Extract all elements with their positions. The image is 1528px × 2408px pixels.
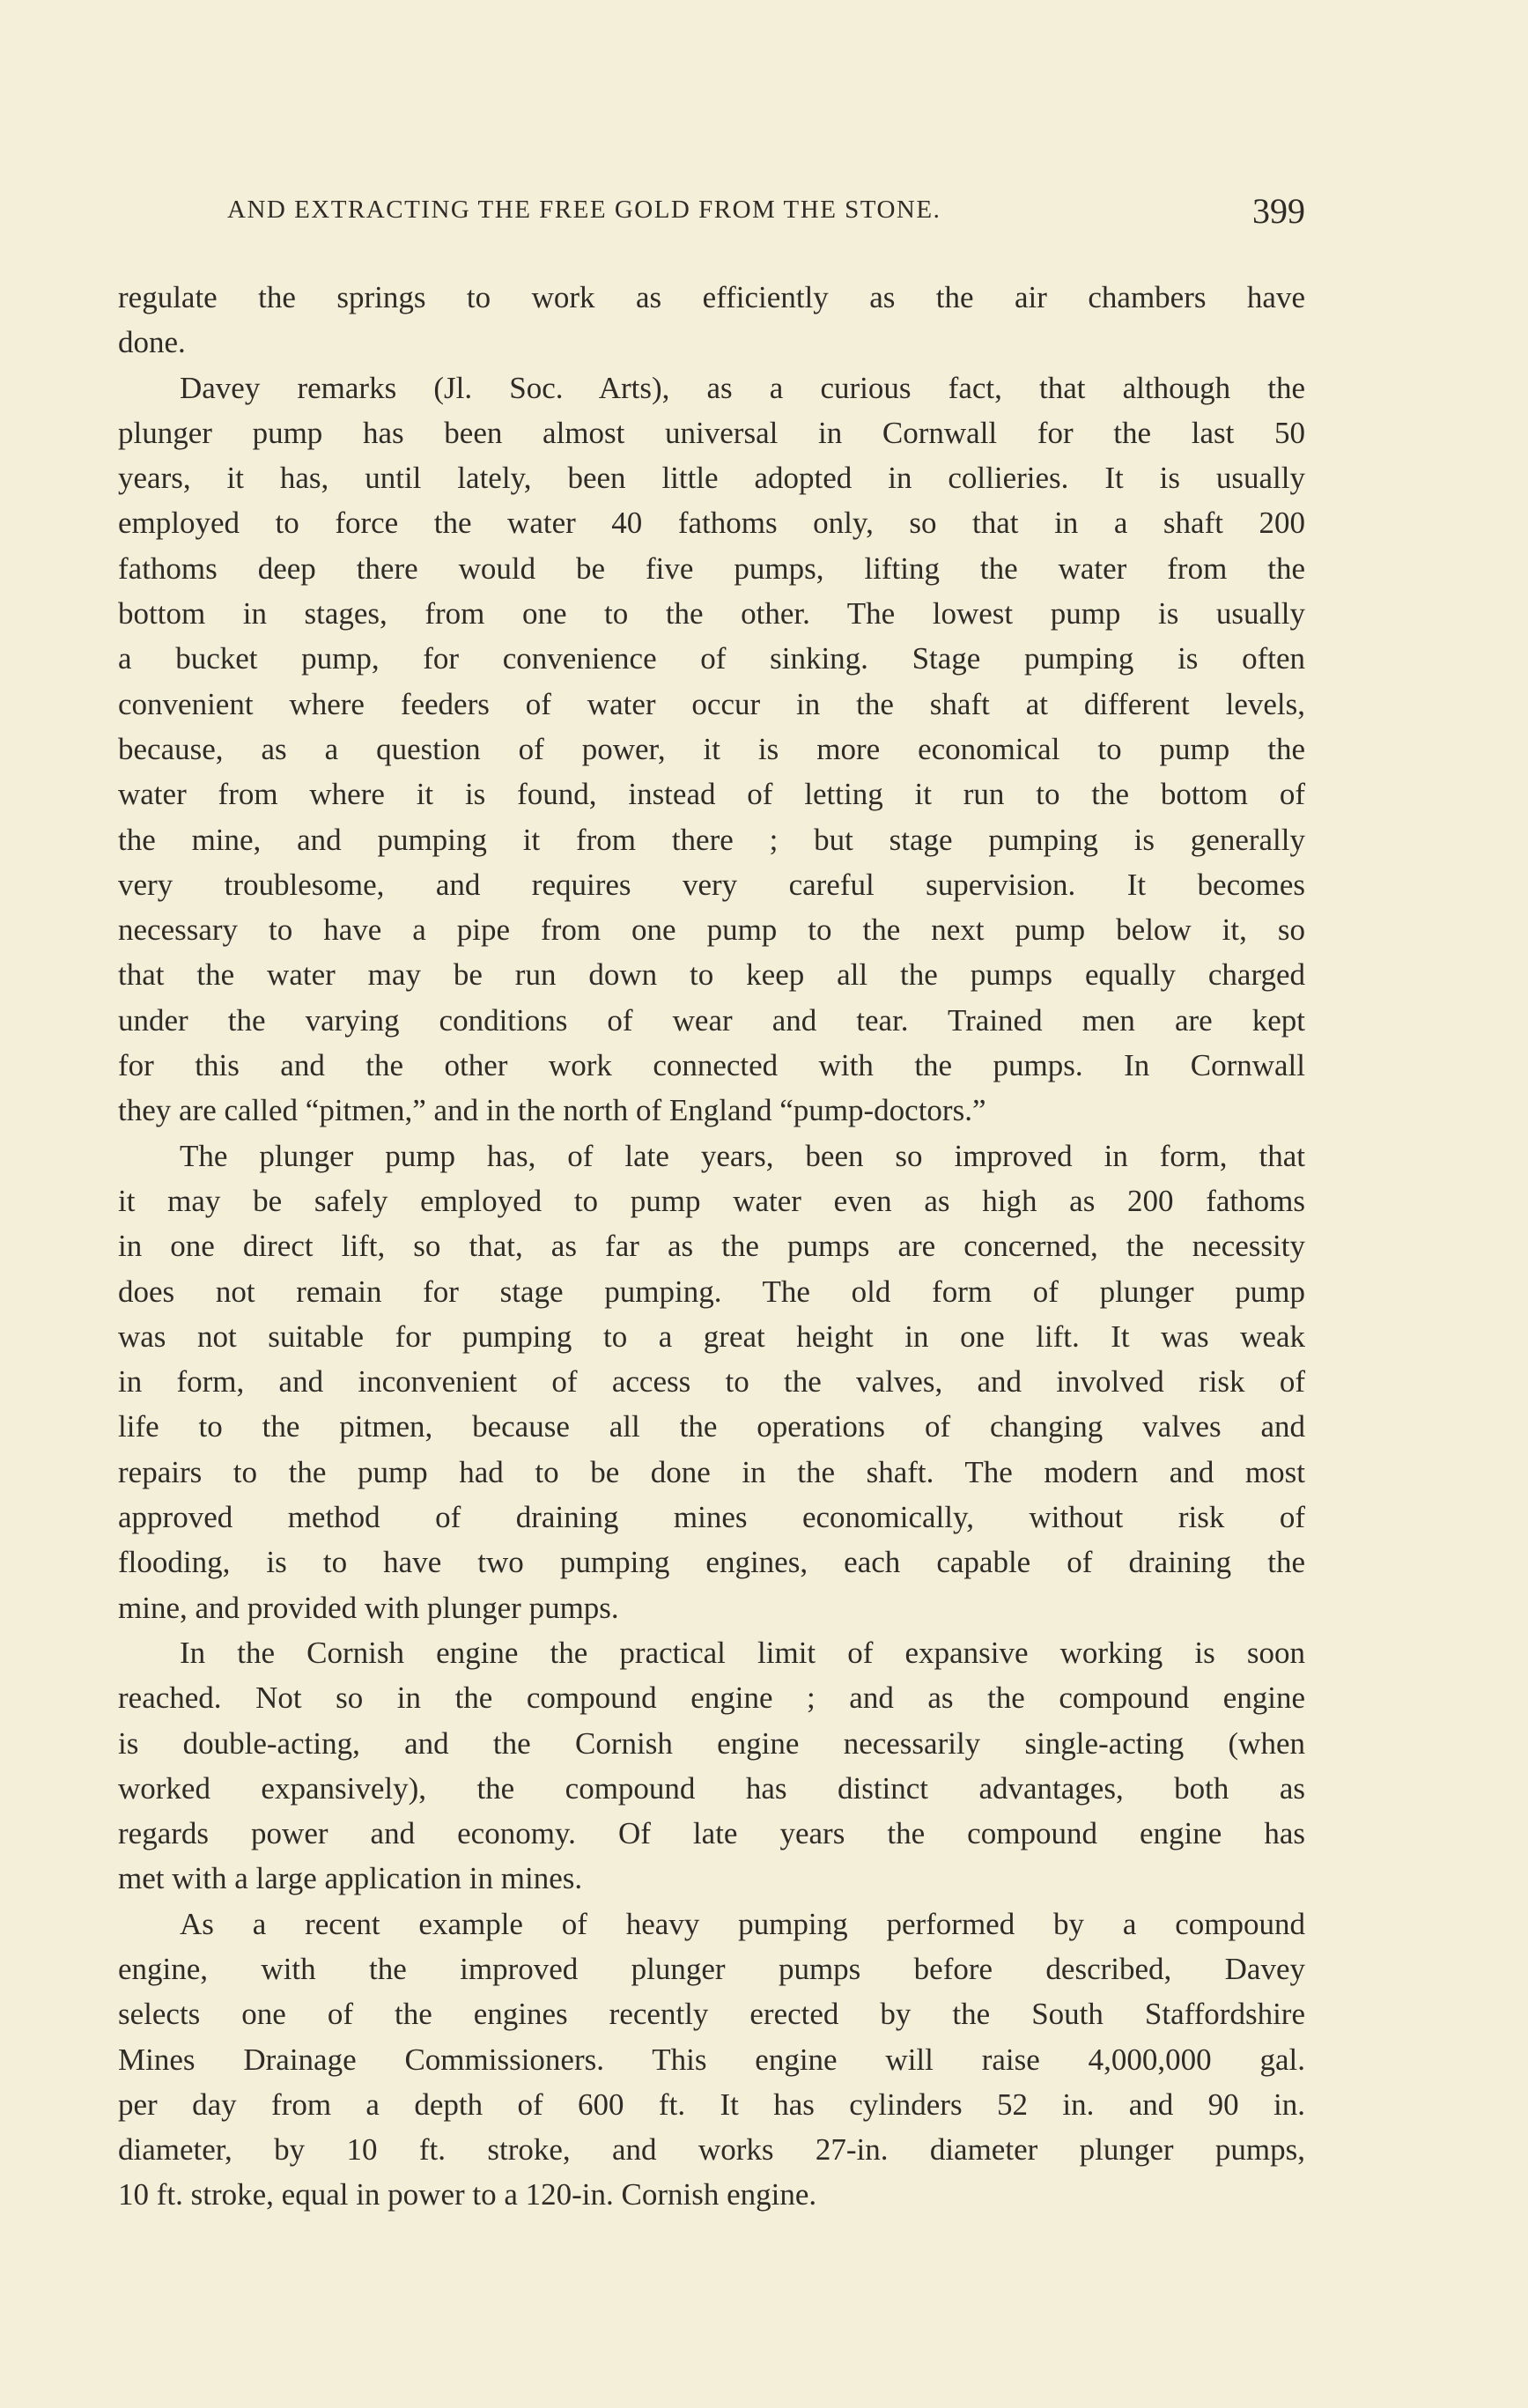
text-line: that the water may be run down to keep all the pumps equally charged (118, 957, 1305, 993)
text-line: repairs to the pump had to be done in the shaft. The modern and most (118, 1454, 1305, 1489)
page-number: 399 (1252, 191, 1305, 231)
text-line: In the Cornish engine the practical limit of expansive working is soon (180, 1635, 1305, 1670)
paragraph (118, 1630, 1305, 1902)
paragraph (118, 275, 1305, 366)
text-line: done. (118, 325, 186, 360)
text-line: is double-acting, and the Cornish engine necessarily single-acting (when (118, 1725, 1305, 1761)
paragraph (118, 1902, 1305, 2218)
text-line: it may be safely employed to pump water even as high as 200 fathoms (118, 1183, 1305, 1218)
text-line: life to the pitmen, because all the operations of changing valves and (118, 1409, 1305, 1444)
text-line: selects one of the engines recently erected by the South Staffordshire (118, 1997, 1305, 2032)
body-text (118, 275, 1305, 2218)
text-line: met with a large application in mines. (118, 1861, 583, 1896)
running-header (227, 190, 1305, 234)
text-line: regards power and economy. Of late years the compound engine has (118, 1816, 1305, 1851)
text-line: worked expansively), the compound has distinct advantages, both as (118, 1770, 1305, 1806)
text-line: the mine, and pumping it from there ; but stage pumping is generally (118, 822, 1305, 857)
text-line: employed to force the water 40 fathoms only, so that in a shaft 200 (118, 506, 1305, 541)
text-line: necessary to have a pipe from one pump to the next pump below it, so (118, 912, 1305, 948)
text-line: approved method of draining mines economically, without risk of (118, 1500, 1305, 1535)
text-line: under the varying conditions of wear and tear. Trained men are kept (118, 1002, 1305, 1038)
text-line: convenient where feeders of water occur in the shaft at different levels, (118, 686, 1305, 721)
paragraph (118, 1134, 1305, 1630)
text-line: bottom in stages, from one to the other. The lowest pump is usually (118, 596, 1305, 632)
text-line: Mines Drainage Commissioners. This engine will raise 4,000,000 gal. (118, 2042, 1305, 2077)
text-line: years, it has, until lately, been little adopted in collieries. It is usually (118, 461, 1305, 496)
text-line: reached. Not so in the compound engine ; and as the compound engine (118, 1680, 1305, 1716)
text-line: The plunger pump has, of late years, been so improved in form, that (180, 1138, 1305, 1173)
paragraph (118, 366, 1305, 1134)
text-line: fathoms deep there would be five pumps, lifting the water from the (118, 550, 1305, 586)
text-line: water from where it is found, instead of letting it run to the bottom of (118, 777, 1305, 812)
text-line: flooding, is to have two pumping engines, each capable of draining the (118, 1545, 1305, 1580)
text-line: 10 ft. stroke, equal in power to a 120-in. Cornish engine. (118, 2177, 817, 2212)
text-line: in one direct lift, so that, as far as the pumps are concerned, the necessity (118, 1229, 1305, 1264)
text-line: per day from a depth of 600 ft. It has cylinders 52 in. and 90 in. (118, 2087, 1305, 2122)
text-line: mine, and provided with plunger pumps. (118, 1590, 619, 1625)
text-line: in form, and inconvenient of access to the valves, and involved risk of (118, 1364, 1305, 1400)
text-line: diameter, by 10 ft. stroke, and works 27-in. diameter plunger pumps, (118, 2132, 1305, 2168)
text-line: a bucket pump, for convenience of sinking. Stage pumping is often (118, 641, 1305, 676)
text-line: does not remain for stage pumping. The old form of plunger pump (118, 1274, 1305, 1309)
text-line: Davey remarks (Jl. Soc. Arts), as a curious fact, that although the (180, 370, 1305, 405)
text-line: plunger pump has been almost universal in Cornwall for the last 50 (118, 415, 1305, 450)
text-line: very troublesome, and requires very careful supervision. It becomes (118, 867, 1305, 902)
text-line: because, as a question of power, it is more economical to pump the (118, 731, 1305, 766)
text-line: for this and the other work connected with the pumps. In Cornwall (118, 1048, 1305, 1083)
running-title: AND EXTRACTING THE FREE GOLD FROM THE STONE. (227, 196, 941, 224)
text-line: regulate the springs to work as efficiently as the air chambers have (118, 280, 1305, 314)
text-line: they are called “pitmen,” and in the north of England “pump-doctors.” (118, 1093, 986, 1128)
text-line: was not suitable for pumping to a great height in one lift. It was weak (118, 1318, 1305, 1354)
text-line: As a recent example of heavy pumping performed by a compound (180, 1906, 1305, 1941)
text-line: engine, with the improved plunger pumps before described, Davey (118, 1951, 1305, 1986)
